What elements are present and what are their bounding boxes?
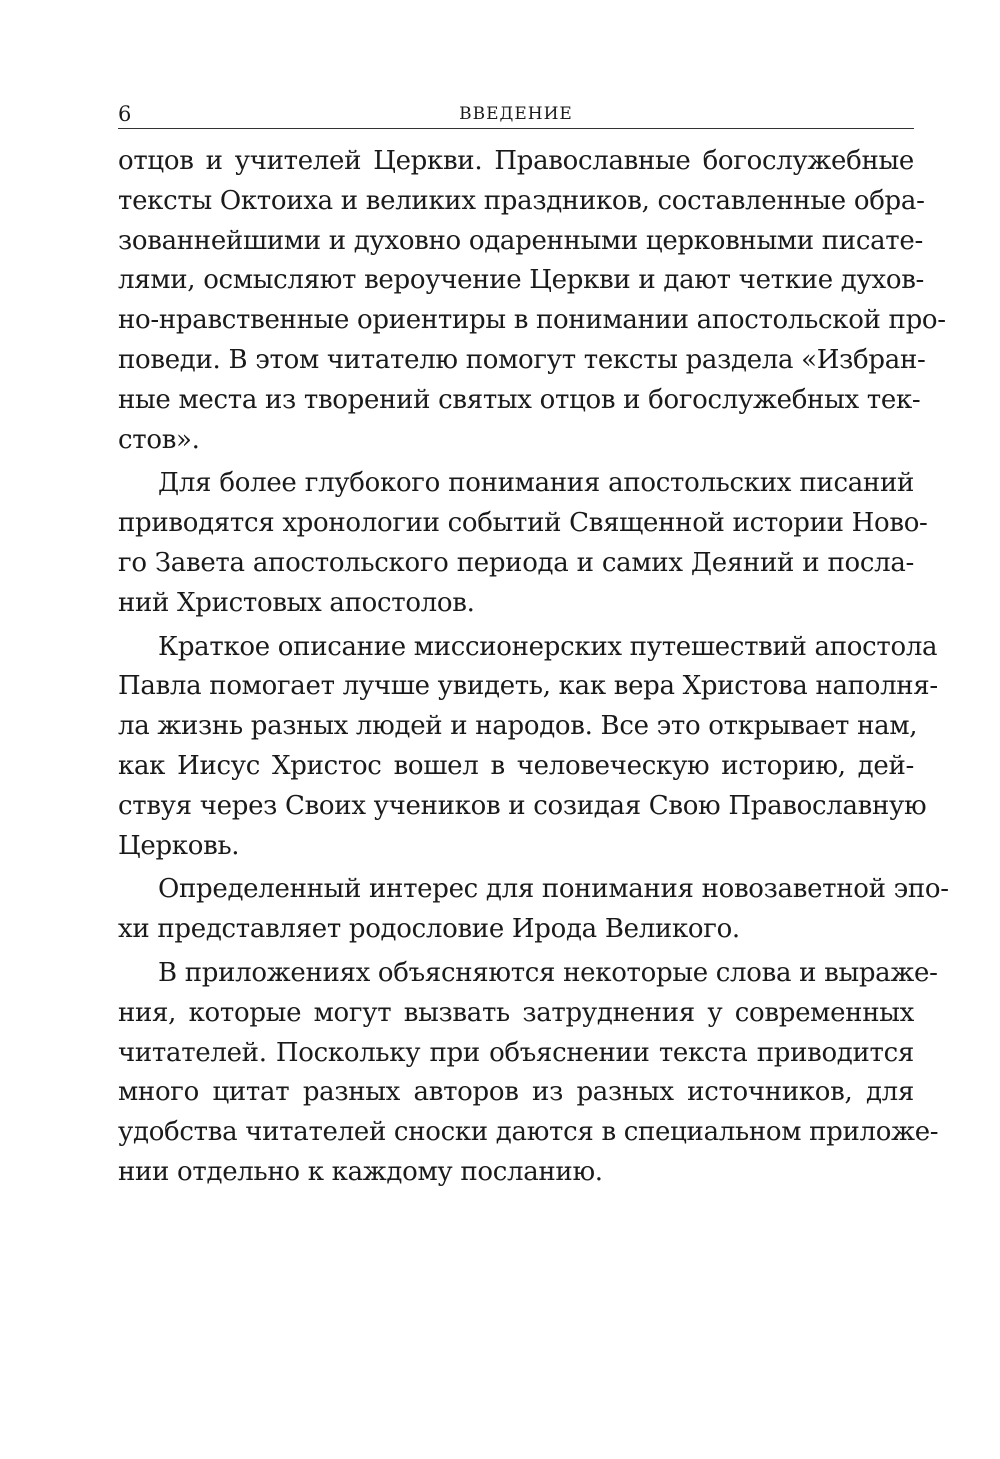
text-line: но-нравственные ориентиры в понимании апостольской про-	[118, 305, 946, 336]
text-line: Для более глубокого понимания апостольских писаний	[158, 468, 914, 499]
text-line: ния, которые могут вызвать затруднения у современных	[118, 997, 914, 1028]
text-line: приводятся хронологии событий Священной истории Ново-	[118, 508, 928, 539]
text-line: лями, осмысляют вероучение Церкви и дают четкие духов-	[118, 265, 925, 296]
paragraph-chronologies	[118, 464, 928, 623]
body-text	[118, 142, 949, 1197]
paragraph-genealogy	[118, 870, 949, 950]
running-head	[118, 96, 914, 129]
text-line: хи представляет родословие Ирода Великого.	[118, 914, 740, 945]
text-line: Церковь.	[118, 830, 240, 861]
paragraph-journeys	[118, 628, 938, 867]
paragraph-continuation	[118, 142, 946, 460]
section-title: ВВЕДЕНИЕ	[459, 104, 573, 124]
text-line: ла жизнь разных людей и народов. Все это открывает нам,	[118, 711, 918, 742]
text-line: Павла помогает лучше увидеть, как вера Христова наполня-	[118, 671, 938, 702]
paragraph-appendices	[118, 954, 939, 1193]
text-line: ний Христовых апостолов.	[118, 587, 475, 618]
text-line: тексты Октоиха и великих праздников, составленные обра-	[118, 185, 925, 216]
text-line: В приложениях объясняются некоторые слова и выраже-	[158, 957, 938, 988]
text-line: стов».	[118, 424, 200, 455]
text-line: много цитат разных авторов из разных источников, для	[118, 1077, 914, 1108]
page-number: 6	[118, 102, 132, 126]
text-line: зованнейшими и духовно одаренными церковными писате-	[118, 225, 923, 256]
text-line: нии отдельно к каждому посланию.	[118, 1156, 603, 1187]
text-line: как Иисус Христос вошел в человеческую историю, дей-	[118, 750, 914, 781]
text-line: ствуя через Своих учеников и созидая Свою Православную	[118, 790, 927, 821]
text-line: удобства читателей сноски даются в специальном приложе-	[118, 1117, 939, 1148]
text-line: читателей. Поскольку при объяснении текста приводится	[118, 1037, 914, 1068]
text-line: поведи. В этом читателю помогут тексты раздела «Избран-	[118, 344, 926, 375]
text-line: Определенный интерес для понимания новозаветной эпо-	[158, 874, 949, 905]
text-line: отцов и учителей Церкви. Православные богослужебные	[118, 146, 914, 176]
text-line: го Завета апостольского периода и самих Деяний и посла-	[118, 547, 914, 578]
text-line: ные места из творений святых отцов и богослужебных тек-	[118, 384, 921, 415]
text-line: Краткое описание миссионерских путешествий апостола	[158, 631, 938, 662]
